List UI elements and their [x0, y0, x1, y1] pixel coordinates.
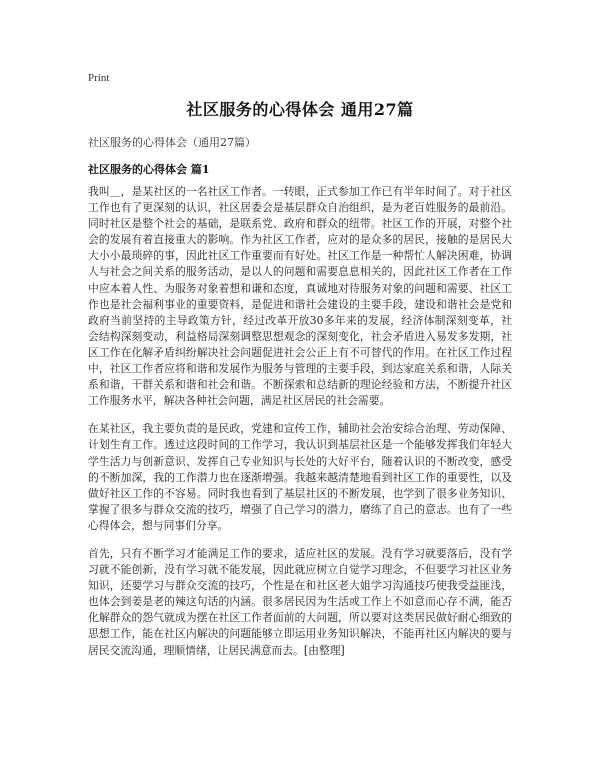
paragraph-3: 首先，只有不断学习才能满足工作的要求，适应社区的发展。没有学习就要落后，没有学习就不能创新，没有学习就不能发展，因此就应树立自觉学习理念，不但要学习社区业务知识，还要学习与群众交流的技巧，个性是在和社区老大姐学习沟通技巧使我受益匪浅，也体会到姜是老的辣这句话的内涵。很多居民因为生活或工作上不如意而心存不满，能否化解群众的怨气就成为摆在社区工作者面前的大问题，所以要对这类居民做好耐心细致的思想工作，能在社区内解决的问题能够立即运用业务知识解决，不能再社区内解决的要与居民交流沟通，理顺情绪，让居民满意而去。[由整理] [88, 546, 512, 657]
paragraph-1: 我叫＿，是某社区的一名社区工作者。一转眼，正式参加工作已有半年时间了。对于社区工作也有了更深刻的认识，社区居委会是基层群众自治组织，是为老百姓服务的最前沿。同时社区是整个社会的基础，是联系党、政府和群众的纽带。社区工作的开展，对整个社会的发展有着直接重大的影响。作为社区工作者，应对的是众多的居民，接触的是居民大大小小最琐碎的事，因此社区工作重要而有好处。社区工作是一种帮忙人解决困难，协调人与社会之间关系的服务活动，是以人的问题和需要息息相关的，因此社区工作者在工作中应本着人性、为服务对象着想和谦和态度，真诚地对待服务对象的问题和需要、社区工作也是社会福利事业的重要资料，是促进和谐社会建设的主要手段，建设和谐社会是党和政府当前坚持的主导政策方针，经过改革开放30多年来的发展，经济体制深刻变革，社会结构深刻变动，利益格局深刻调整思想观念的深刻变化，社会矛盾进入易发多发期，社区工作在化解矛盾纠纷解决社会问题促进社会公正上有不可替代的作用。在社区工作过程中，社区工作者应将和谐和发展作为服务与管理的主要手段，到达家庭关系和谐，人际关系和谐，干群关系和谐和社会和谐。不断探索和总结新的理论经验和方法，不断提升社区工作服务水平，解决各种社会问题，满足社区居民的社会需要。 [88, 185, 512, 408]
paragraph-2: 在某社区，我主要负责的是民政，党建和宣传工作，辅助社会治安综合治理、劳动保障、计划生育工作。透过这段时间的工作学习，我认识到基层社区是一个能够发挥我们年轻大学生活力与创新意识、发挥自己专业知识与长处的大好平台，随着认识的不断改变，感受的不断加深，我的工作潜力也在逐渐增强。我越来越清楚地看到社区工作的重要性，以及做好社区工作的不容易。同时我也看到了基层社区的不断发展，也学到了很多业务知识、掌握了很多与群众交流的技巧，增强了自己学习的潜力，磨练了自己的意志。也有了一些心得体会，想与同事们分享。 [88, 422, 512, 532]
document-title: 社区服务的心得体会 通用27篇 [186, 100, 414, 119]
section-heading: 社区服务的心得体会 篇1 [88, 163, 210, 176]
document-subtitle: 社区服务的心得体会（通用27篇） [88, 136, 256, 149]
article-body [88, 184, 512, 671]
print-link[interactable]: Print [88, 72, 110, 84]
